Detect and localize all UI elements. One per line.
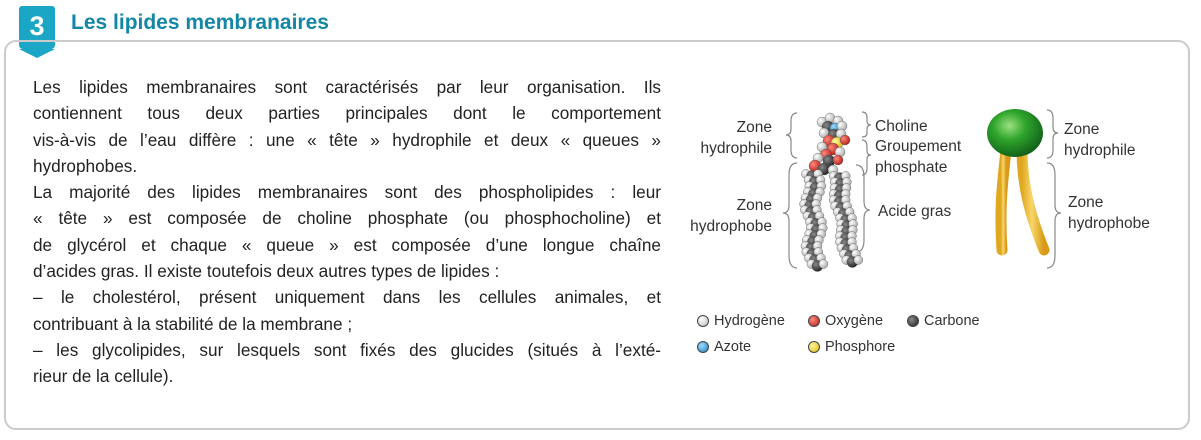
text-line: « tête » est composée de choline phosphate (ou phosphocholine) et <box>33 208 661 229</box>
nitrogen-dot-icon <box>697 341 709 353</box>
label-line: phosphate <box>875 159 948 176</box>
bracket-hydrophile-right <box>1047 110 1058 158</box>
label-line: Zone <box>1068 194 1104 211</box>
bracket-choline <box>862 112 871 137</box>
text-line: contribuant à la stabilité de la membrane ; <box>33 313 353 334</box>
bracket-acide-gras <box>856 165 870 252</box>
schematic-tail-right <box>1022 150 1044 250</box>
label-line: Groupement <box>875 138 962 155</box>
bracket-hydrophobe-right <box>1047 163 1061 268</box>
carbon-dot-icon <box>907 315 919 327</box>
text-line: rieur de la cellule). <box>33 366 174 387</box>
label-line: Zone <box>736 197 772 214</box>
label-line: hydrophobe <box>690 218 772 235</box>
text-line: Les lipides membranaires sont caractérisés par leur organisation. Ils <box>33 77 661 97</box>
label-acide-gras: Acide gras <box>878 203 952 220</box>
text-line: La majorité des lipides membranaires sont des phospholipides : leur <box>33 182 661 203</box>
legend-label: Hydrogène <box>714 313 785 329</box>
oxygen-dot-icon <box>808 315 820 327</box>
hydrogen-atom <box>854 256 863 265</box>
phosphorus-dot-icon <box>808 341 820 353</box>
label-line: Zone <box>736 119 772 136</box>
label-zone-hydrophobe-left <box>680 195 772 237</box>
oxygen-atom <box>840 135 850 145</box>
schematic-lipid <box>987 109 1044 250</box>
bracket-hydrophobe-left <box>783 163 797 268</box>
hydrogen-atom <box>819 260 828 269</box>
text-line: d’acides gras. Il existe toutefois deux autres types de lipides : <box>33 261 500 282</box>
label-zone-hydrophile-left <box>690 117 772 159</box>
hydrogen-dot-icon <box>697 315 709 327</box>
text-line: – le cholestérol, présent uniquement dans les cellules animales, et <box>33 287 661 308</box>
label-line: hydrophobe <box>1068 215 1150 232</box>
text-line: – les glycolipides, sur lesquels sont fixés des glucides (situés à l’exté- <box>33 339 661 360</box>
label-groupement-phosphate <box>875 136 961 178</box>
label-choline: Choline <box>875 118 928 135</box>
molecule-model <box>800 113 863 272</box>
schematic-head <box>987 109 1043 157</box>
bracket-hydrophile-left <box>786 113 797 158</box>
section-title: Les lipides membranaires <box>71 11 329 34</box>
legend-item-azote <box>697 339 751 355</box>
legend-label: Oxygène <box>825 313 884 329</box>
legend-item-phosphore <box>808 339 895 355</box>
text-line: vis-à-vis de l’eau diffère : une « tête » hydrophile et deux « queues » <box>33 129 661 150</box>
legend-item-oxygene <box>808 313 883 329</box>
section-number: 3 <box>29 11 45 41</box>
label-line: Zone <box>1064 121 1100 138</box>
label-line: hydrophile <box>700 140 772 157</box>
legend-item-hydrogene <box>697 313 785 329</box>
legend-label: Phosphore <box>825 339 896 355</box>
bracket-group-right <box>1047 110 1061 268</box>
text-line: contiennent tous deux parties principales dont le comportement <box>33 103 661 124</box>
legend-label: Carbone <box>924 313 980 329</box>
label-line: hydrophile <box>1064 142 1136 159</box>
text-line: hydrophobes. <box>33 155 138 176</box>
text-line: de glycérol et chaque « queue » est composée d’une longue chaîne <box>33 234 661 255</box>
legend-label: Azote <box>714 339 752 355</box>
oxygen-atom <box>833 155 843 165</box>
label-zone-hydrophile-right <box>1064 119 1136 161</box>
label-zone-hydrophobe-right <box>1068 192 1150 234</box>
schematic-tail-left <box>1001 150 1006 250</box>
legend-item-carbone <box>907 313 980 329</box>
